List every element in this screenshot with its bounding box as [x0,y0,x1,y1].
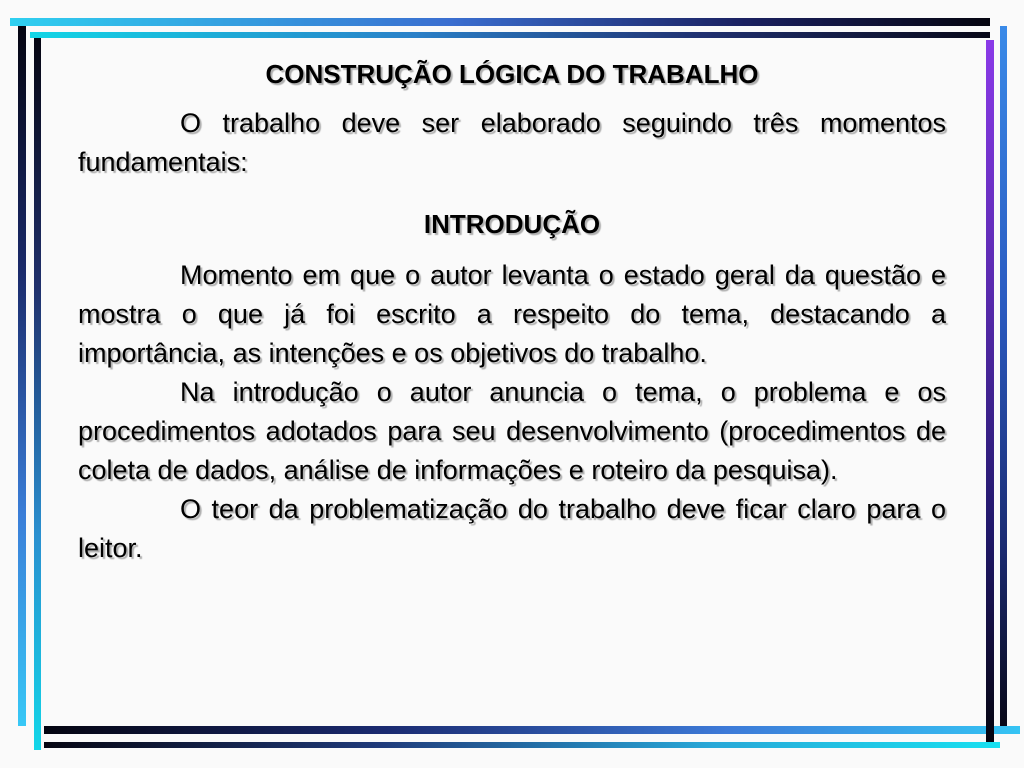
slide-content [78,54,946,568]
section-heading: INTRODUÇÃO [423,209,601,239]
body-paragraph: Momento em que o autor levanta o estado geral da questão e mostra o que já foi escrito a respeito do tema, destacando a importância, as intenções e os objetivos do trabalho. [78,260,946,368]
frame-bar-top-outer [10,18,990,26]
frame-bar-bottom-outer [44,742,1000,748]
slide-title: CONSTRUÇÃO LÓGICA DO TRABALHO [265,59,759,89]
frame-bar-right-outer [1000,26,1007,726]
frame-bar-left-inner [34,38,41,750]
intro-paragraph: O trabalho deve ser elaborado seguindo três momentos fundamentais: [78,108,946,177]
frame-bar-right-inner [986,40,994,742]
frame-bar-bottom-inner [44,726,1020,734]
frame-bar-left-outer [18,26,26,726]
body-paragraph: Na introdução o autor anuncia o tema, o problema e os procedimentos adotados para seu desenvolvimento (procedimentos de coleta de dados, análise de informações e roteiro da pesquisa). [78,377,946,485]
body-paragraph: O teor da problematização do trabalho deve ficar claro para o leitor. [78,494,946,563]
frame-bar-top-inner [30,32,990,38]
